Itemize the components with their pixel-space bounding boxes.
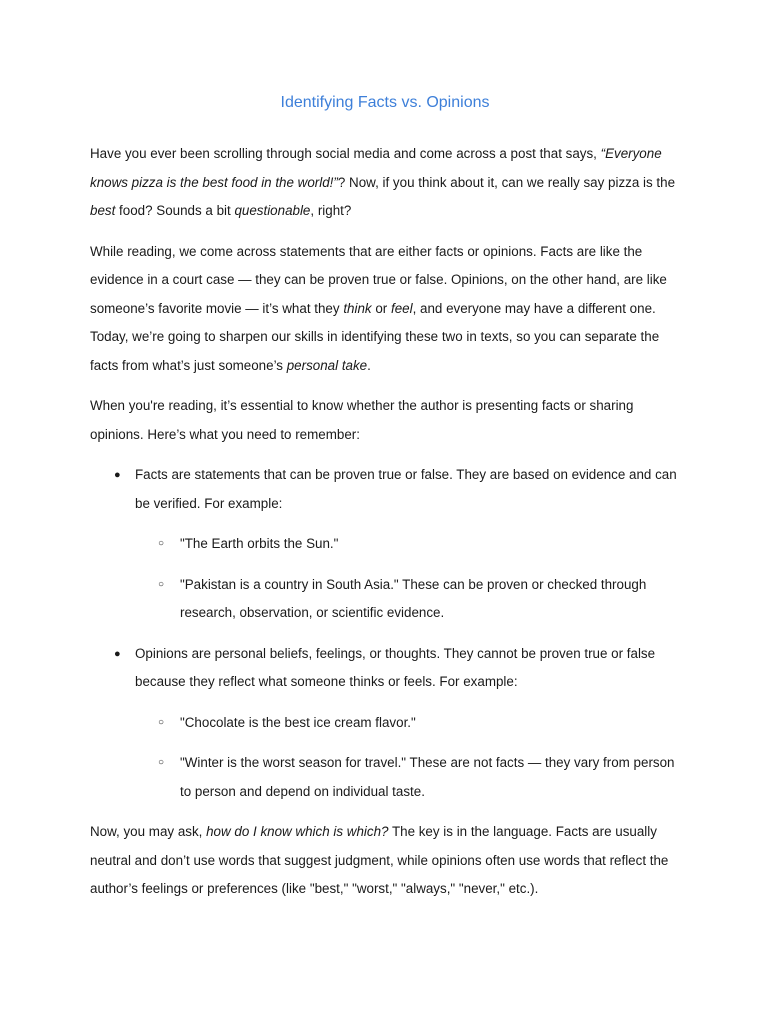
intro-paragraph: Have you ever been scrolling through social media and come across a post that says, “Everyone knows pizza is the best food in the world!”? Now, if you think about it, can we really say pizza is the best food? Sounds a bit questionable, right? (90, 146, 676, 218)
facts-examples-list (135, 530, 680, 628)
language-paragraph: Now, you may ask, how do I know which is which? The key is in the language. Facts are usually neutral and don’t use words that suggest judgment, while opinions often use words that reflect the author’s feelings or preferences (like "best," "worst," "always," "never," etc.). (90, 824, 669, 896)
list-item-facts: ● Facts are statements that can be proven true or false. They are based on evidence and can be verified. For example: ○ "The Earth orbits the Sun." ○ "Pakistan is a country in South Asia." These can be proven or checked through research, observation, or scientific evidence. (90, 461, 680, 628)
page-title: Identifying Facts vs. Opinions (280, 94, 490, 111)
list-item: ○ "Chocolate is the best ice cream flavor." (135, 709, 680, 738)
list-item-opinions: ● Opinions are personal beliefs, feelings, or thoughts. They cannot be proven true or false because they reflect what someone thinks or feels. For example: ○ "Chocolate is the best ice cream flavor." ○ "Winter is the worst season for travel." These are not facts — they vary from person to person and depend on individual taste. (90, 640, 680, 807)
remember-paragraph: When you're reading, it’s essential to know whether the author is presenting facts or sharing opinions. Here’s what you need to remember: (90, 398, 634, 442)
opinions-examples-list (135, 709, 680, 807)
list-item: ○ "Pakistan is a country in South Asia." These can be proven or checked through research, observation, or scientific evidence. (135, 571, 680, 628)
list-item: ○ "The Earth orbits the Sun." (135, 530, 680, 559)
facts-opinions-paragraph: While reading, we come across statements that are either facts or opinions. Facts are like the evidence in a court case — they can be proven true or false. Opinions, on the other hand, are like someone’s favorite movie — it’s what they think or feel, and everyone may have a different one. Today, we’re going to sharpen our skills in identifying these two in texts, so you can separate the facts from what’s just someone’s personal take. (90, 243, 667, 373)
key-points-list (90, 461, 680, 806)
list-item: ○ "Winter is the worst season for travel." These are not facts — they vary from person to person and depend on individual taste. (135, 749, 680, 806)
document-page (90, 88, 680, 916)
